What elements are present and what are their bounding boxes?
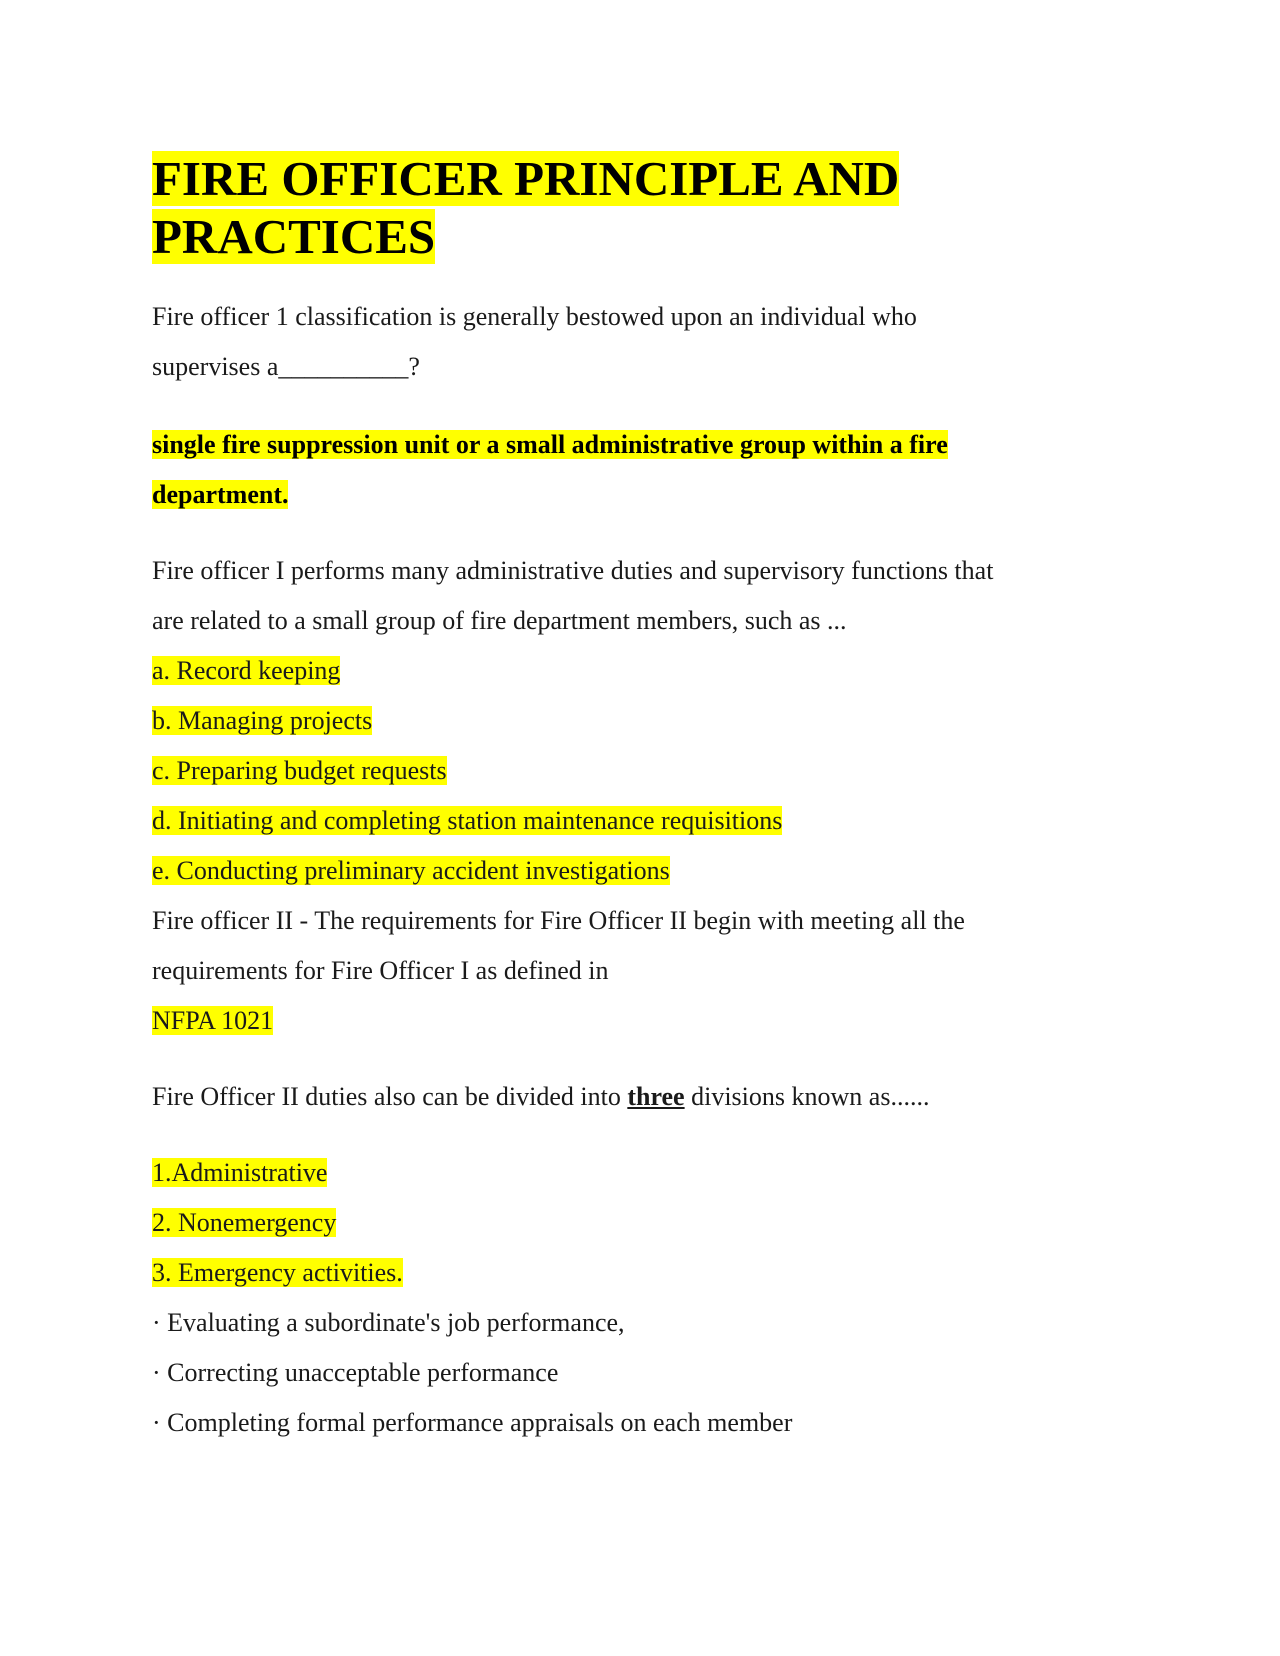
list-item: d. Initiating and completing station maintenance requisitions: [152, 806, 783, 835]
list-item: 2. Nonemergency: [152, 1208, 337, 1237]
list-item: 1.Administrative: [152, 1158, 328, 1187]
question-4-suffix: divisions known as......: [684, 1082, 930, 1111]
list-item: a. Record keeping: [152, 656, 341, 685]
bullet-list: [152, 1298, 1132, 1448]
question-4: [152, 1072, 1132, 1122]
list-item: e. Conducting preliminary accident investigations: [152, 856, 670, 885]
list-item: c. Preparing budget requests: [152, 756, 447, 785]
list-item: · Completing formal performance appraisals on each member: [152, 1408, 793, 1437]
question-2-line-2: are related to a small group of fire department members, such as ...: [152, 606, 847, 635]
question-3-line-1: Fire officer II - The requirements for Fire Officer II begin with meeting all the: [152, 906, 965, 935]
question-2-line-1: Fire officer I performs many administrative duties and supervisory functions that: [152, 556, 994, 585]
document-content: [152, 150, 1132, 1448]
list-item: b. Managing projects: [152, 706, 373, 735]
title-line-1: FIRE OFFICER PRINCIPLE AND: [152, 151, 900, 206]
list-item: · Evaluating a subordinate's job performance,: [152, 1308, 625, 1337]
question-4-prefix: Fire Officer II duties also can be divided into: [152, 1082, 628, 1111]
answer-1: [152, 420, 1132, 520]
list-item: 3. Emergency activities.: [152, 1258, 403, 1287]
title-line-2: PRACTICES: [152, 209, 436, 264]
duties-list: [152, 646, 1132, 896]
question-4-emphasis: three: [627, 1082, 685, 1111]
question-3: [152, 896, 1132, 996]
document-title: [152, 150, 1132, 266]
question-1-line-2: supervises a__________?: [152, 352, 420, 381]
question-1: [152, 292, 1132, 392]
question-3-line-2: requirements for Fire Officer I as defined in: [152, 956, 609, 985]
answer-1-line-1: single fire suppression unit or a small administrative group within a fire: [152, 430, 948, 459]
question-1-line-1: Fire officer 1 classification is generally bestowed upon an individual who: [152, 302, 917, 331]
question-2: [152, 546, 1132, 646]
answer-1-line-2: department.: [152, 480, 289, 509]
divisions-list: [152, 1148, 1132, 1298]
list-item: · Correcting unacceptable performance: [152, 1358, 559, 1387]
answer-3: NFPA 1021: [152, 1006, 274, 1035]
